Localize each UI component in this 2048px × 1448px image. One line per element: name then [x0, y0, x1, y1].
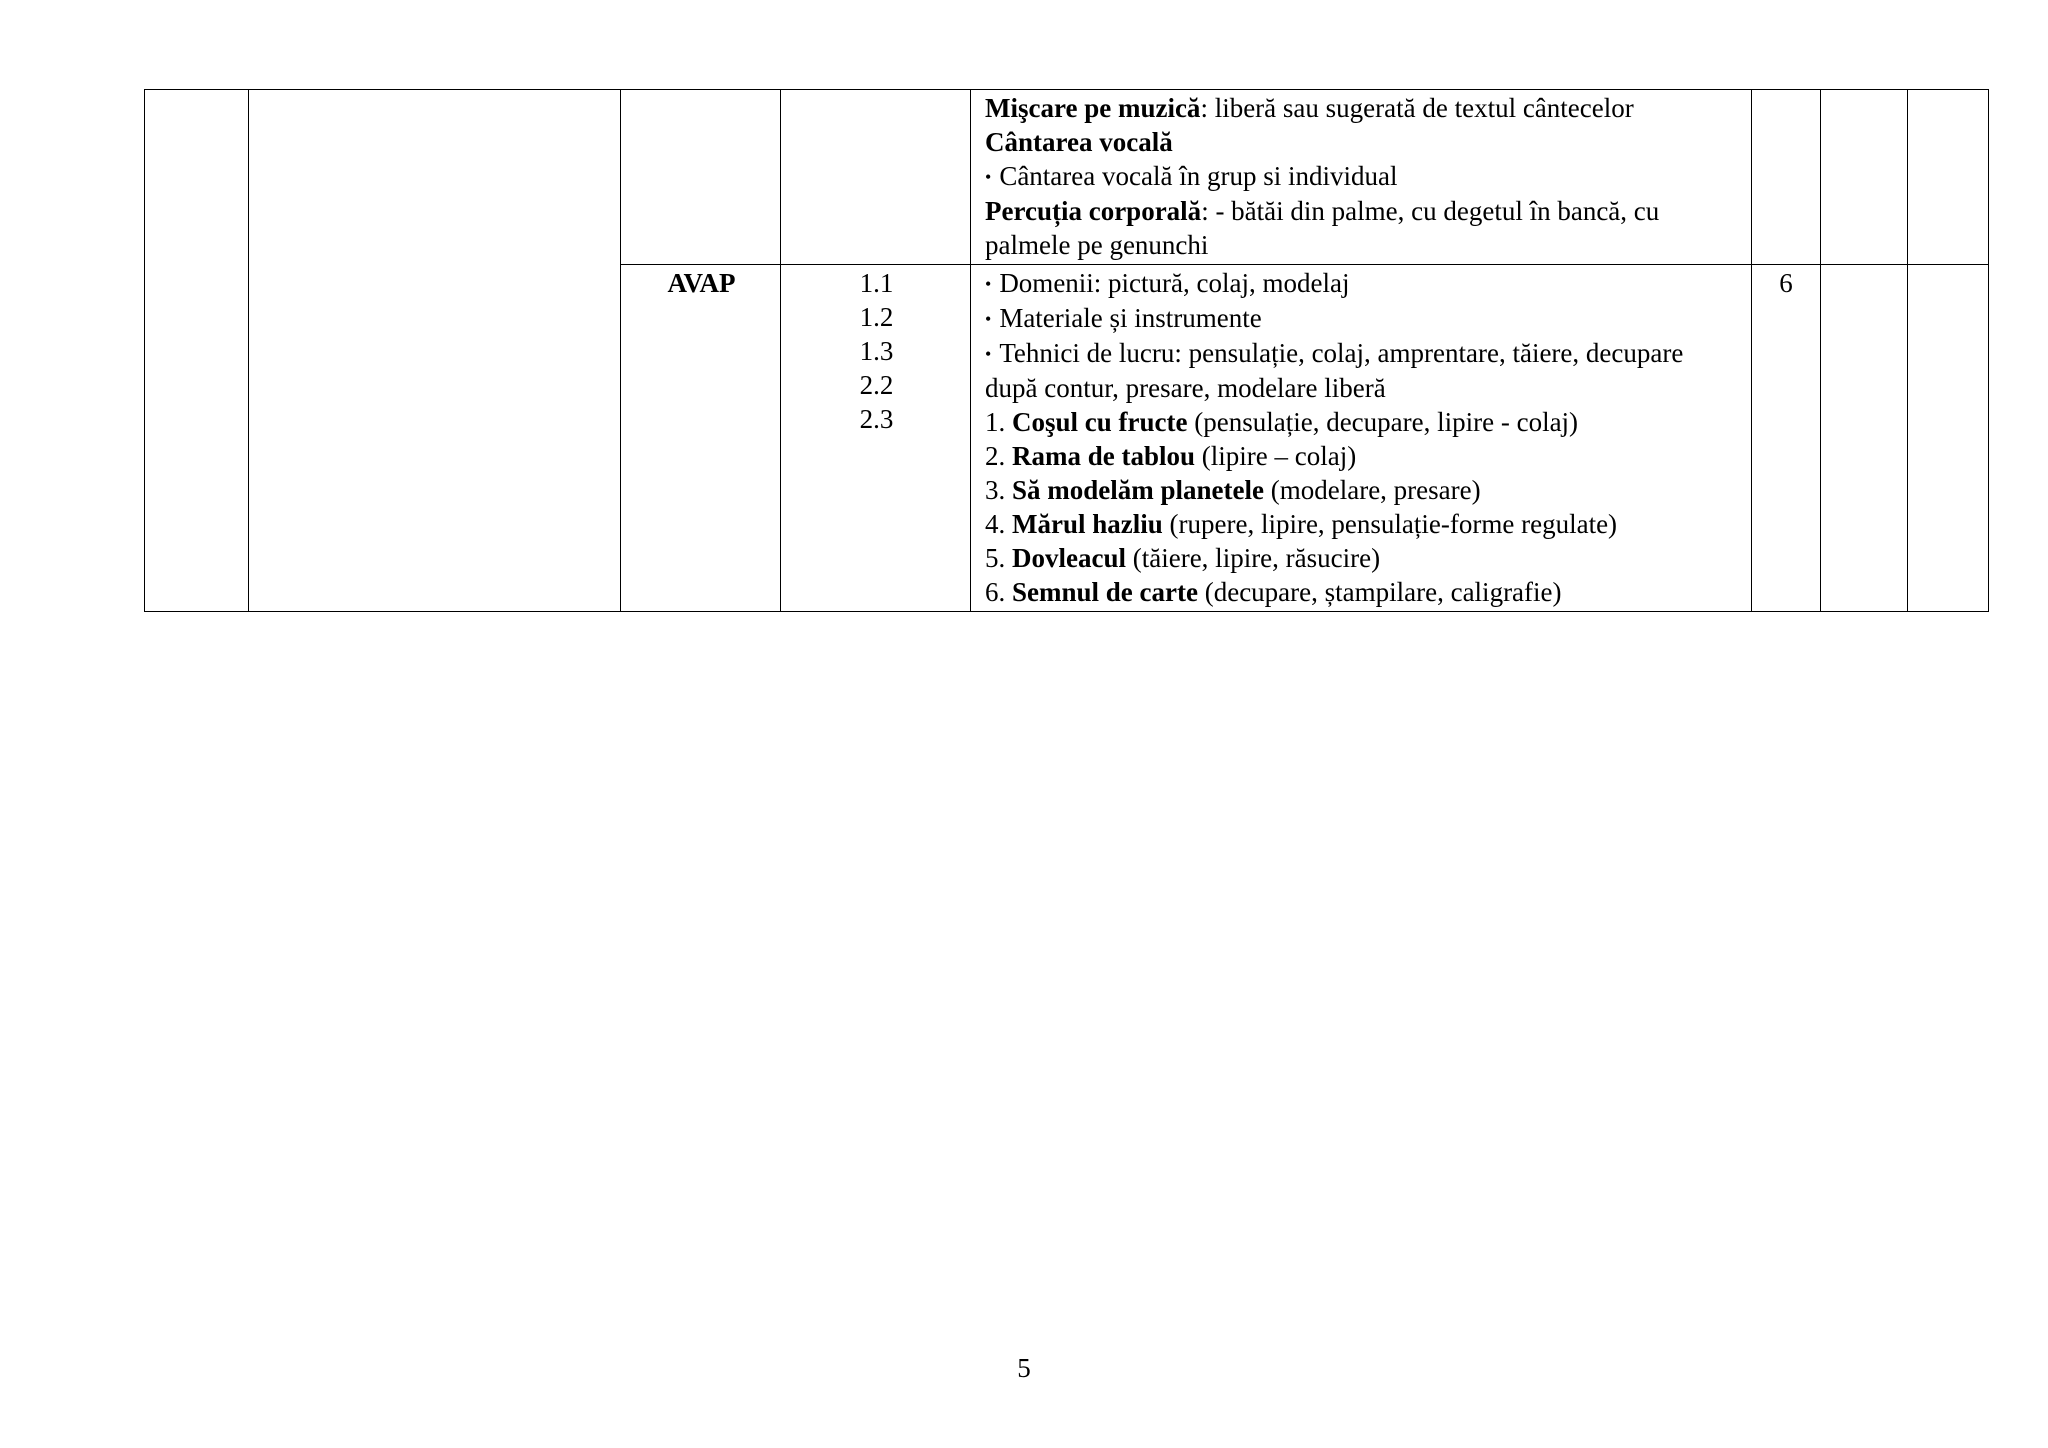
competency-code: 2.2 — [859, 370, 894, 400]
table-cell-empty — [1908, 265, 1989, 612]
table-cell-empty — [1821, 265, 1908, 612]
competencies-cell — [781, 265, 971, 612]
table-cell-empty — [1908, 90, 1989, 265]
table-cell-empty — [1752, 90, 1821, 265]
table-cell-empty — [249, 90, 621, 612]
activity-item: 2. Rama de tablou (lipire – colaj) — [985, 441, 1357, 471]
competency-code: 1.2 — [859, 302, 894, 332]
vocal-singing-item: • Cântarea vocală în grup si individual — [985, 159, 1739, 194]
list-item: • Domenii: pictură, colaj, modelaj — [985, 266, 1739, 301]
page-number: 5 — [1017, 1353, 1031, 1383]
hours-cell — [1752, 265, 1821, 612]
subject-name: AVAP — [667, 268, 736, 298]
table-cell-empty — [781, 90, 971, 265]
music-movement-line: Mişcare pe muzică: liberă sau sugerată de textul cântecelor — [985, 93, 1634, 123]
content-cell — [971, 265, 1752, 612]
competency-code: 1.1 — [859, 268, 894, 298]
activities-list — [985, 405, 1739, 609]
competencies-list — [781, 265, 970, 438]
activity-item: 4. Mărul hazliu (rupere, lipire, pensulație-forme regulate) — [985, 509, 1618, 539]
list-item: • Tehnici de lucru: pensulație, colaj, amprentare, tăiere, decupare după contur, presare, modelare liberă — [985, 336, 1739, 405]
table-cell-empty — [145, 90, 249, 612]
activity-item: 6. Semnul de carte (decupare, ștampilare, caligrafie) — [985, 577, 1562, 607]
content-cell — [971, 90, 1752, 265]
activity-item: 3. Să modelăm planetele (modelare, presare) — [985, 475, 1481, 505]
table-row — [145, 90, 1989, 265]
subject-cell — [621, 265, 781, 612]
table-cell-empty — [621, 90, 781, 265]
list-item: • Materiale și instrumente — [985, 301, 1739, 336]
body-percussion-line: Percuția corporală: - bătăi din palme, cu degetul în bancă, cu palmele pe genunchi — [985, 196, 1660, 260]
competency-code: 2.3 — [859, 404, 894, 434]
hours-value: 6 — [1779, 268, 1793, 298]
curriculum-table — [144, 89, 1989, 612]
activity-item: 5. Dovleacul (tăiere, lipire, răsucire) — [985, 543, 1381, 573]
competency-code: 1.3 — [859, 336, 894, 366]
vocal-singing-heading: Cântarea vocală — [985, 127, 1173, 157]
activity-item: 1. Coşul cu fructe (pensulație, decupare, lipire - colaj) — [985, 407, 1579, 437]
table-cell-empty — [1821, 90, 1908, 265]
